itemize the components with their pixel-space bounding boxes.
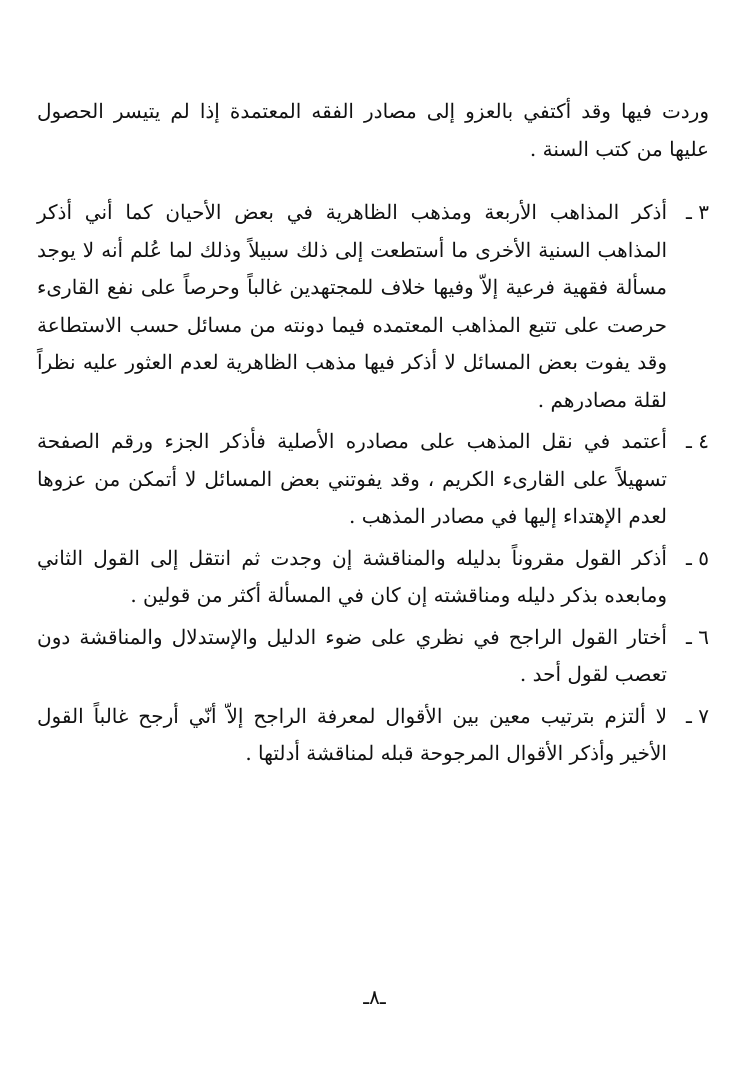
item-number: ٦ ـ [686,624,709,649]
intro-paragraph: وردت فيها وقد أكتفي بالعزو إلى مصادر الفقه المعتمدة إذا لم يتيسر الحصول عليها من كتب السنة . [37,99,709,161]
item-text: أعتمد في نقل المذهب على مصادره الأصلية فأذكر الجزء ورقم الصفحة تسهيلاً على القارىء الكريم ، وقد يفوتني بعض المسائل لا أتمكن من عزوها لعدم الإهتداء إليها في مصادر المذهب . [37,429,667,528]
item-number: ٥ ـ [686,545,709,570]
list-item-4 [37,423,709,536]
item-number: ٣ ـ [686,200,709,224]
list-item-7 [37,698,709,773]
item-text: لا ألتزم بترتيب معين بين الأقوال لمعرفة الراجح إلاّ أنّي أرجح غالباً القول الأخير وأذكر الأقوال المرجوحة قبله لمناقشة أدلتها . [37,703,667,765]
list-item-3 [37,194,709,419]
item-text: أختار القول الراجح في نظري على ضوء الدليل والإستدلال والمناقشة دون تعصب لقول أحد . [37,624,667,686]
list-item-5 [37,540,709,615]
numbered-list [37,194,709,777]
item-number: ٧ ـ [686,703,709,728]
list-item-6 [37,619,709,694]
item-text: أذكر القول مقروناً بدليله والمناقشة إن وجدت ثم انتقل إلى القول الثاني ومابعده بذكر دليله ومناقشته إن كان في المسألة أكثر من قولين . [37,545,667,607]
page-number: ـ٨ـ [363,985,386,1009]
item-text: أذكر المذاهب الأربعة ومذهب الظاهرية في بعض الأحيان كما أني أذكر المذاهب السنية الأخرى ما أستطعت إلى ذلك سبيلاً وذلك لما عُلم أنه لا يوجد مسألة فقهية فرعية إلاّ وفيها خلاف للمجتهدين غالباً وحرصاً على نفع القارىء حرصت على تتبع المذاهب المعتمده فيما دونته من مسائل حسب الاستطاعة وقد يفوت بعض المسائل لا أذكر فيها مذهب الظاهرية لعدم العثور عليه نظراً لقلة مصادرهم . [37,200,667,412]
item-number: ٤ ـ [686,429,709,453]
